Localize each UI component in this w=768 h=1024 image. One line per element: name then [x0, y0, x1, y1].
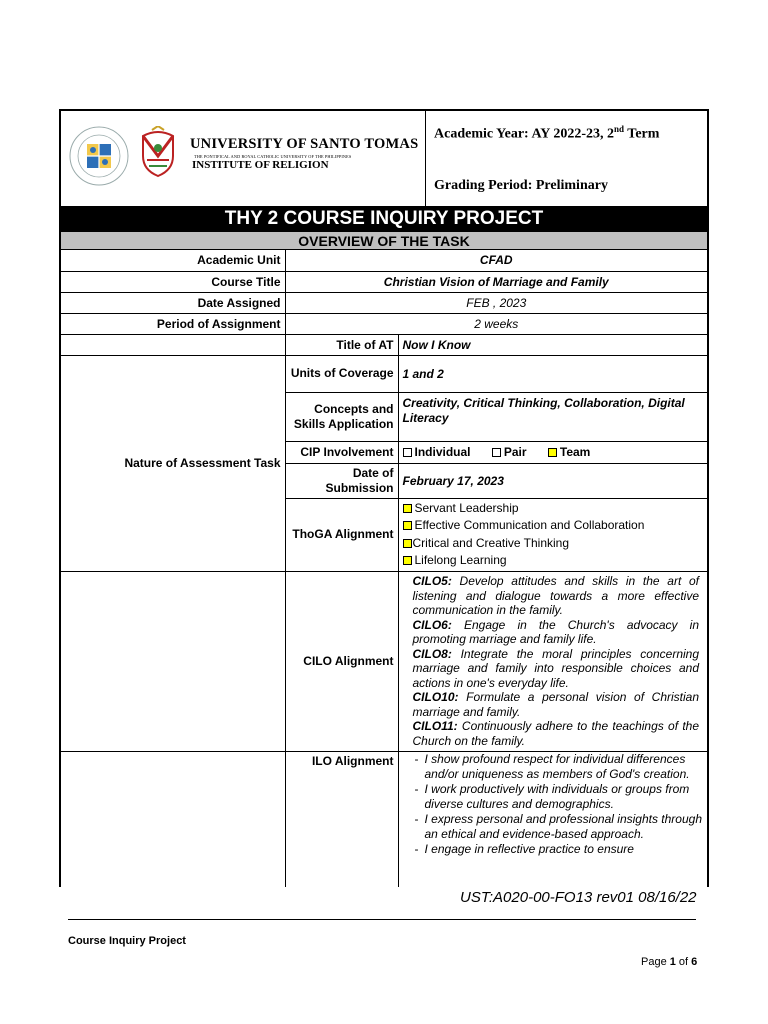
cip-pair-label: Pair	[503, 445, 527, 459]
submission-value: February 17, 2023	[398, 463, 707, 498]
list-item	[403, 552, 704, 570]
list-item	[403, 535, 704, 553]
title-at-value: Now I Know	[398, 334, 707, 355]
course-title-value: Christian Vision of Marriage and Family	[285, 271, 707, 292]
period-value: 2 weeks	[285, 313, 707, 334]
cilo-code: CILO6:	[412, 617, 452, 632]
concepts-label: Concepts and Skills Application	[285, 392, 398, 441]
form-code: UST:A020-00-FO13 rev01 08/16/22	[460, 889, 697, 906]
list-item: - I work productively with individuals or groups from diverse cultures and demographics.	[403, 782, 704, 812]
table-row	[61, 271, 707, 292]
grading-period: Grading Period: Preliminary	[434, 178, 608, 193]
list-item	[403, 517, 704, 535]
units-value: 1 and 2	[398, 355, 707, 392]
university-seal-icon	[69, 126, 129, 186]
list-item	[413, 574, 700, 618]
units-label: Units of Coverage	[285, 355, 398, 392]
highlighted-checkbox-icon	[403, 556, 412, 565]
thoga-item-label: Effective Communication and Collaboration	[414, 518, 645, 532]
list-item	[413, 618, 700, 647]
thoga-label: ThoGA Alignment	[285, 498, 398, 571]
table-row	[61, 571, 707, 751]
page-current: 1	[669, 956, 676, 968]
institute-crest-icon	[137, 126, 179, 178]
overview-heading: OVERVIEW OF THE TASK	[61, 232, 707, 250]
table-row	[61, 313, 707, 334]
cilo-text: Integrate the moral principles concerning marriage and family into responsible choices and actions in one's everyday life.	[412, 646, 700, 690]
document-frame	[59, 109, 709, 887]
footer-document-name: Course Inquiry Project	[68, 935, 186, 947]
course-title-label: Course Title	[61, 271, 285, 292]
academic-year-sup: nd	[614, 124, 625, 134]
highlighted-checkbox-icon	[403, 504, 412, 513]
blank-cell	[61, 334, 285, 355]
academic-year	[434, 124, 659, 143]
thoga-list	[398, 498, 707, 571]
cip-options	[398, 441, 707, 463]
date-assigned-value: FEB , 2023	[285, 292, 707, 313]
institute-name: INSTITUTE OF RELIGION	[192, 159, 329, 171]
cip-individual	[403, 445, 471, 459]
page-number	[641, 956, 697, 968]
term-info	[426, 111, 707, 206]
thoga-item-label: Lifelong Learning	[414, 553, 507, 567]
cip-label: CIP Involvement	[285, 441, 398, 463]
document-title: THY 2 COURSE INQUIRY PROJECT	[61, 206, 707, 232]
list-item	[413, 690, 700, 719]
list-item: - I show profound respect for individual differences and/or uniqueness as members of God's creation.	[403, 752, 704, 782]
cilo-label: CILO Alignment	[285, 571, 398, 751]
cilo-code: CILO11:	[412, 719, 458, 733]
university-branding	[61, 111, 426, 206]
university-subtitle: THE PONTIFICAL AND ROYAL CATHOLIC UNIVERSITY OF THE PHILIPPINES	[194, 154, 352, 159]
table-row	[61, 334, 707, 355]
list-item	[403, 500, 704, 518]
table-row	[61, 250, 707, 271]
list-item: - I express personal and professional insights through an ethical and evidence-based approach.	[403, 812, 704, 842]
highlighted-checkbox-icon	[403, 521, 412, 530]
university-name: UNIVERSITY OF SANTO TOMAS	[190, 136, 419, 152]
nature-label: Nature of Assessment Task	[61, 355, 285, 571]
submission-label: Date of Submission	[285, 463, 398, 498]
cilo-list	[398, 571, 707, 751]
title-at-label: Title of AT	[285, 334, 398, 355]
checkbox-icon	[492, 448, 501, 457]
cip-team-label: Team	[559, 445, 591, 459]
concepts-value: Creativity, Critical Thinking, Collaboration, Digital Literacy	[398, 392, 707, 441]
thoga-item-label: Critical and Creative Thinking	[412, 535, 570, 550]
academic-unit-value: CFAD	[285, 250, 707, 271]
highlighted-checkbox-icon	[403, 539, 412, 548]
academic-year-text: Academic Year: AY 2022-23, 2	[434, 126, 615, 142]
ilo-label: ILO Alignment	[285, 751, 398, 887]
period-label: Period of Assignment	[61, 313, 285, 334]
date-assigned-label: Date Assigned	[61, 292, 285, 313]
cilo-code: CILO8:	[412, 646, 452, 661]
list-item	[413, 719, 700, 748]
task-overview-table	[61, 250, 707, 887]
highlighted-checkbox-icon	[548, 448, 557, 457]
ilo-list	[398, 751, 707, 887]
cip-team	[548, 445, 590, 459]
page-mid: of	[675, 956, 692, 968]
academic-year-suffix: Term	[624, 126, 660, 142]
cilo-text: Continuously adhere to the teachings of the Church on the family.	[412, 719, 700, 748]
table-row	[61, 751, 707, 887]
blank-cell	[61, 751, 285, 887]
page-total: 6	[691, 956, 698, 968]
cilo-code: CILO10:	[412, 690, 459, 704]
blank-cell	[61, 571, 285, 751]
document-header	[61, 111, 707, 206]
cip-individual-label: Individual	[414, 445, 471, 459]
academic-unit-label: Academic Unit	[61, 250, 285, 271]
cip-pair	[492, 445, 527, 459]
table-row	[61, 292, 707, 313]
list-item: - I engage in reflective practice to ensure	[403, 842, 704, 857]
cilo-text: Formulate a personal vision of Christian marriage and family.	[412, 690, 700, 719]
page-prefix: Page	[641, 956, 670, 968]
thoga-item-label: Servant Leadership	[414, 500, 519, 515]
checkbox-icon	[403, 448, 412, 457]
cilo-code: CILO5:	[412, 574, 452, 588]
cilo-text: Engage in the Church's advocacy in promoting marriage and family life.	[412, 617, 700, 646]
cilo-text: Develop attitudes and skills in the art of listening and dialogue towards a more effective communication in the family.	[412, 574, 700, 617]
footer-divider	[68, 919, 696, 920]
table-row	[61, 355, 707, 392]
list-item	[413, 647, 700, 691]
